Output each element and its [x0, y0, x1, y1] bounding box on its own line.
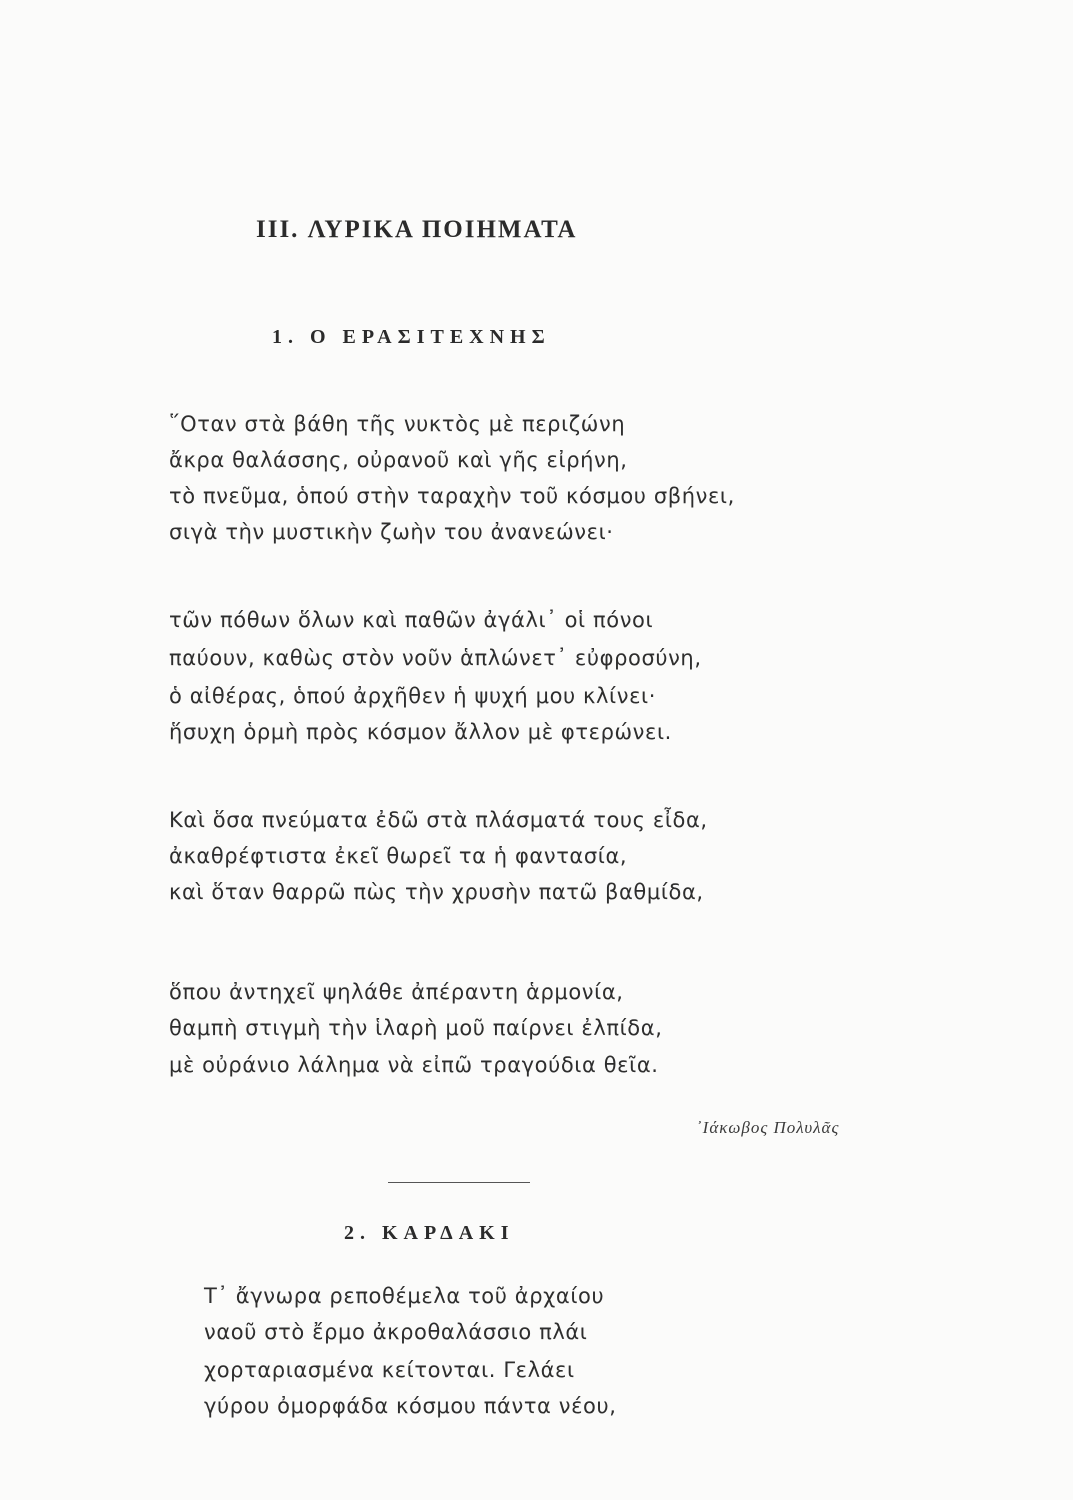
poem-line: παύουν, καθὼς στὸν νοῦν ἁπλώνετ᾿ εὐφροσύνη, — [169, 646, 702, 670]
poem-author: ᾿Ιάκωβος Πολυλᾶς — [696, 1118, 840, 1137]
poem-line: σιγὰ τὴν μυστικὴν ζωὴν του ἀνανεώνει· — [169, 520, 614, 544]
poem-line: μὲ οὐράνιο λάλημα νὰ εἰπῶ τραγούδια θεῖα. — [169, 1053, 659, 1077]
poem-title: 2. ΚΑΡΔΑΚΙ — [344, 1222, 515, 1244]
poem-line: ῞Οταν στὰ βάθη τῆς νυκτὸς μὲ περιζώνη — [169, 412, 626, 436]
poem-line: καὶ ὅταν θαρρῶ πὼς τὴν χρυσὴν πατῶ βαθμίδα, — [169, 880, 704, 904]
poem-line: Καὶ ὅσα πνεύματα ἐδῶ στὰ πλάσματά τους εἶδα, — [169, 808, 708, 832]
poem-line: χορταριασμένα κείτονται. Γελάει — [204, 1358, 575, 1382]
poem-line: ἀκαθρέφτιστα ἐκεῖ θωρεῖ τα ἡ φαντασία, — [169, 844, 628, 868]
poem-title: 1. Ο ΕΡΑΣΙΤΕΧΝΗΣ — [272, 326, 551, 348]
poem-line: ναοῦ στὸ ἔρμο ἀκροθαλάσσιο πλάι — [204, 1320, 588, 1344]
poem-line: Τ᾿ ἄγνωρα ρεποθέμελα τοῦ ἀρχαίου — [204, 1284, 605, 1308]
poem-line: γύρου ὀμορφάδα κόσμου πάντα νέου, — [204, 1394, 617, 1418]
poem-line: θαμπὴ στιγμὴ τὴν ἱλαρὴ μοῦ παίρνει ἐλπίδα, — [169, 1016, 663, 1040]
poem-line: ἄκρα θαλάσσης, οὐρανοῦ καὶ γῆς εἰρήνη, — [169, 448, 628, 472]
poem-line: ὁ αἰθέρας, ὁπού ἀρχῆθεν ἡ ψυχή μου κλίνει· — [169, 684, 657, 708]
section-divider — [388, 1182, 530, 1183]
poem-line: τῶν πόθων ὅλων καὶ παθῶν ἀγάλι᾿ οἱ πόνοι — [169, 608, 654, 632]
poem-line: ὅπου ἀντηχεῖ ψηλάθε ἀπέραντη ἁρμονία, — [169, 980, 624, 1004]
poem-line: τὸ πνεῦμα, ὁπού στὴν ταραχὴν τοῦ κόσμου σβήνει, — [169, 484, 735, 508]
poem-line: ἥσυχη ὁρμὴ πρὸς κόσμον ἄλλον μὲ φτερώνει. — [169, 720, 672, 744]
section-title: III. ΛΥΡΙΚΑ ΠΟΙΗΜΑΤΑ — [256, 216, 578, 243]
